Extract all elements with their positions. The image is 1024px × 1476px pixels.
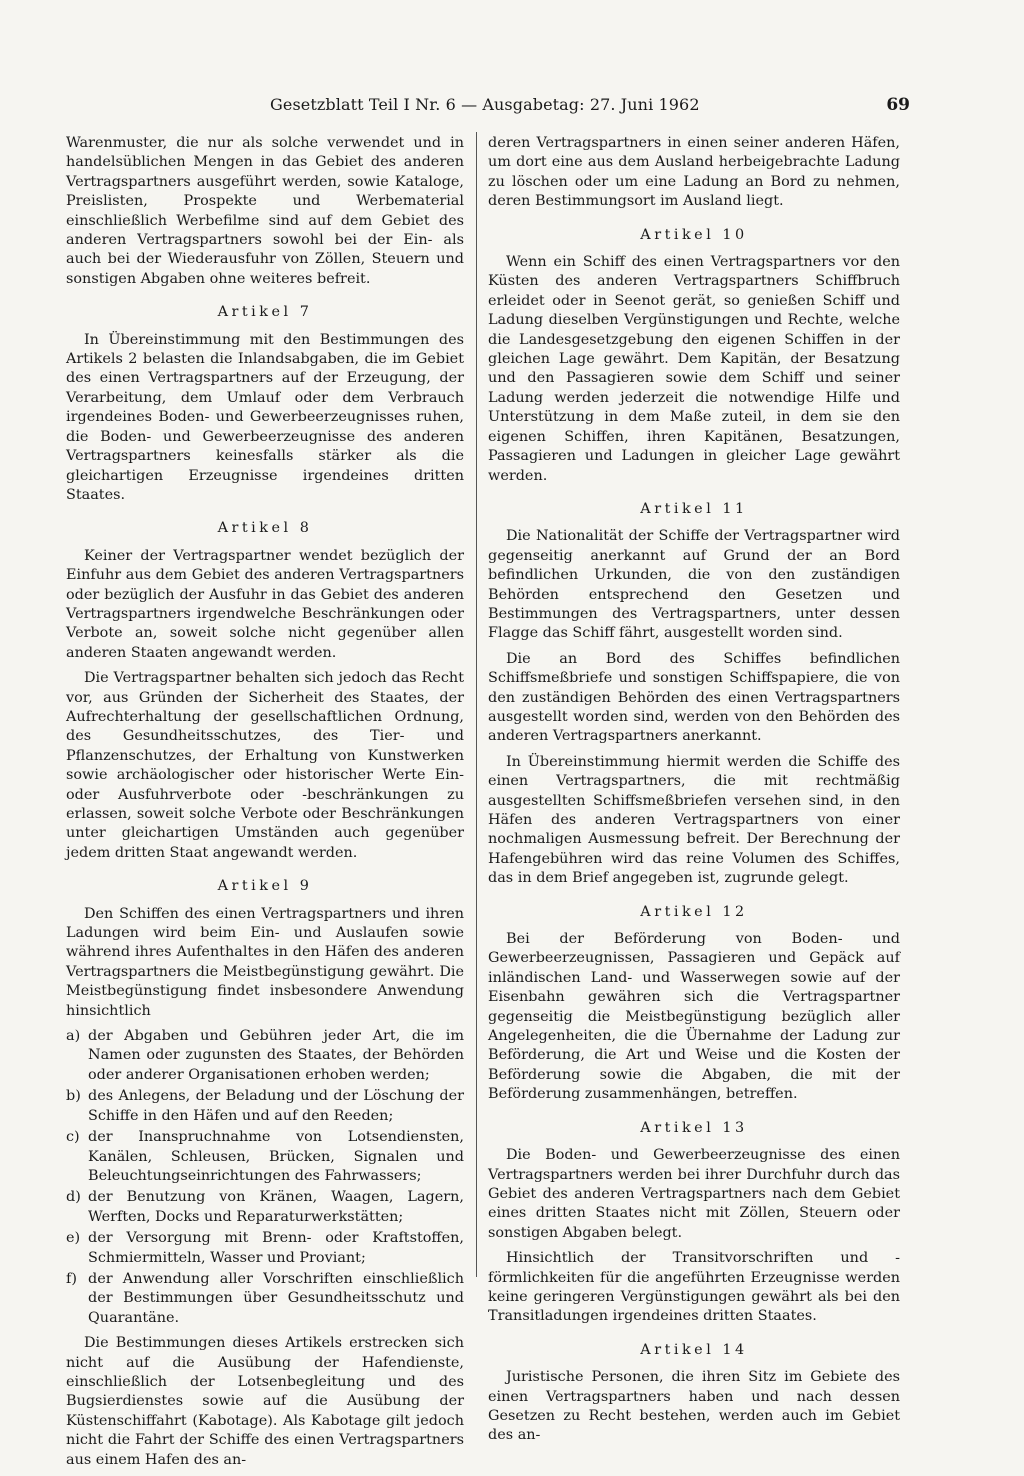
right-column — [488, 134, 900, 1452]
list-label: e) — [66, 1230, 81, 1247]
list-item — [66, 1188, 464, 1227]
paragraph: Die Nationalität der Schiffe der Vertragspartner wird gegenseitig anerkannt auf Grund der an Bord befindlichen Urkunden, die von den zuständigen Behörden entsprechend den Gesetzen und Bestimmungen des Vertragspartners, unter dessen Flagge das Schiff fährt, ausgestellt worden sind. — [488, 528, 900, 642]
paragraph: In Übereinstimmung hiermit werden die Schiffe des einen Vertragspartners, die mit rechtmäßig ausgestellten Schiffsmeßbriefen versehen sind, in den Häfen des anderen Vertragspartners von einer nochmaligen Ausmessung befreit. Der Berechnung der Hafengebühren wird das reine Volumen des Schiffes, das in dem Brief angegeben ist, zugrunde gelegt. — [488, 753, 900, 887]
list-text: der Inanspruchnahme von Lotsendiensten, Kanälen, Schleusen, Brücken, Signalen und Beleuchtungseinrichtungen des Fahrwassers; — [88, 1129, 464, 1184]
paragraph: Wenn ein Schiff des einen Vertragspartners vor den Küsten des anderen Vertragspartners Schiffbruch erleidet oder in Seenot gerät, so genießen Schiff und Ladung dieselben Vergünstigungen und Rechte, welche die Landesgesetzgebung den eigenen Schiffen in der gleichen Lage gewährt. Dem Kapitän, der Besatzung und den Passagieren sowie dem Schiff und seiner Ladung werden jederzeit die notwendige Hilfe und Unterstützung in dem Maße zuteil, in dem sie den eigenen Schiffen, ihren Kapitänen, Besatzungen, Passagieren und Ladungen in gleicher Lage gewährt werden. — [488, 254, 900, 484]
article-13-heading: Artikel 13 — [640, 1119, 748, 1136]
article-10-heading: Artikel 10 — [640, 226, 748, 243]
paragraph: Warenmuster, die nur als solche verwendet und in handelsüblichen Mengen in das Gebiet des anderen Vertragspartners ausgeführt werden, sowie Kataloge, Preislisten, Prospekte und Werbematerial einschließlich Werbefilme sind auf dem Gebiet des anderen Vertragspartners sowohl bei der Ein- als auch bei der Wiederausfuhr von Zöllen, Steuern und sonstigen Abgaben ohne weiteres befreit. — [66, 135, 464, 287]
list-text: der Abgaben und Gebühren jeder Art, die im Namen oder zugunsten des Staates, der Behörden oder anderer Organisationen erhoben werden; — [88, 1028, 464, 1083]
column-divider — [476, 132, 477, 1277]
list-label: a) — [66, 1028, 81, 1045]
list-label: f) — [66, 1270, 77, 1287]
paragraph: Hinsichtlich der Transitvorschriften und -förmlichkeiten für die angeführten Erzeugnisse werden keine geringeren Vergünstigungen gewährt als bei den Transitladungen irgendeines dritten Staates. — [488, 1250, 900, 1325]
article-8-heading: Artikel 8 — [217, 520, 313, 537]
list-item — [66, 1270, 464, 1328]
list-text: der Versorgung mit Brenn- oder Kraftstoffen, Schmiermitteln, Wasser und Proviant; — [88, 1230, 464, 1266]
list-item — [66, 1087, 464, 1126]
paragraph: Den Schiffen des einen Vertragspartners und ihren Ladungen wird beim Ein- und Auslaufen sowie während ihres Aufenthaltes in den Häfen des anderen Vertragspartners die Meistbegünstigung gewährt. Die Meistbegünstigung findet insbesondere Anwendung hinsichtlich — [66, 905, 464, 1019]
paragraph: Die Vertragspartner behalten sich jedoch das Recht vor, aus Gründen der Sicherheit des Staates, der Aufrechterhaltung der gesellschaftlichen Ordnung, des Gesundheitsschutzes, des Tier- und Pflanzenschutzes, der Erhaltung von Kunstwerken sowie archäologischer oder historischer Werte Ein- oder Ausfuhrverbote oder -beschränkungen zu erlassen, soweit solche Verbote oder Beschränkungen unter gleichartigen Umständen auch gegenüber jedem dritten Staat angewandt werden. — [66, 670, 464, 861]
header-title: Gesetzblatt Teil I Nr. 6 — Ausgabetag: 27. Juni 1962 — [270, 95, 700, 114]
page-header — [270, 93, 910, 117]
list-label: b) — [66, 1088, 81, 1105]
article-14-heading: Artikel 14 — [640, 1341, 748, 1358]
paragraph: Bei der Beförderung von Boden- und Gewerbeerzeugnissen, Passagieren und Gepäck auf inländischen Land- und Wasserwegen sowie auf der Eisenbahn gewähren sich die Vertragspartner gegenseitig die Meistbegünstigung bezüglich aller Angelegenheiten, die die Übernahme der Ladung zur Beförderung, die Art und Weise und die Kosten der Beförderung sowie die Abgaben, die mit der Beförderung zusammenhängen, betreffen. — [488, 931, 900, 1103]
paragraph: Keiner der Vertragspartner wendet bezüglich der Einfuhr aus dem Gebiet des anderen Vertragspartners oder bezüglich der Ausfuhr in das Gebiet des anderen Vertragspartners irgendwelche Beschränkungen oder Verbote an, soweit solche nicht gegenüber allen anderen Staaten angewandt werden. — [66, 547, 464, 661]
article-12-heading: Artikel 12 — [640, 903, 748, 920]
article-9-list — [66, 1027, 464, 1328]
article-11-heading: Artikel 11 — [640, 500, 748, 517]
list-item — [66, 1027, 464, 1085]
paragraph: In Übereinstimmung mit den Bestimmungen des Artikels 2 belasten die Inlandsabgaben, die im Gebiet des einen Vertragspartners auf der Erzeugung, der Verarbeitung, dem Umlauf oder dem Verbrauch irgendeines Boden- und Gewerbeerzeugnisses ruhen, die Boden- und Gewerbeerzeugnisse des anderen Vertragspartners keinesfalls stärker als die gleichartigen Erzeugnisse irgendeines dritten Staates. — [66, 331, 464, 503]
left-column — [66, 134, 464, 1476]
paragraph: deren Vertragspartners in einen seiner anderen Häfen, um dort eine aus dem Ausland herbeigebrachte Ladung zu löschen oder um eine Ladung an Bord zu nehmen, deren Bestimmungsort im Ausland liegt. — [488, 135, 900, 210]
list-item — [66, 1229, 464, 1268]
list-item — [66, 1128, 464, 1186]
paragraph: Die Bestimmungen dieses Artikels erstrecken sich nicht auf die Ausübung der Hafendienste, einschließlich der Lotsenbegleitung und des Bugsierdienstes sowie auf die Ausübung der Küstenschiffahrt (Kabotage). Als Kabotage gilt jedoch nicht die Fahrt der Schiffe des einen Vertragspartners aus einem Hafen des an- — [66, 1335, 464, 1468]
page-number: 69 — [886, 95, 910, 115]
list-label: c) — [66, 1129, 80, 1146]
list-label: d) — [66, 1189, 81, 1206]
list-text: der Anwendung aller Vorschriften einschließlich der Bestimmungen über Gesundheitsschutz und Quarantäne. — [88, 1270, 464, 1326]
article-7-heading: Artikel 7 — [217, 304, 313, 321]
paragraph: Die an Bord des Schiffes befindlichen Schiffsmeßbriefe und sonstigen Schiffspapiere, die von den zuständigen Behörden des einen Vertragspartners ausgestellt worden sind, werden von den Behörden des anderen Vertragspartners anerkannt. — [488, 650, 900, 745]
list-text: des Anlegens, der Beladung und der Löschung der Schiffe in den Häfen und auf den Reeden; — [88, 1088, 464, 1124]
article-9-heading: Artikel 9 — [217, 878, 313, 895]
paragraph: Die Boden- und Gewerbeerzeugnisse des einen Vertragspartners werden bei ihrer Durchfuhr durch das Gebiet des anderen Vertragspartners nach dem Gebiet eines dritten Staates nicht mit Zöllen, Steuern oder sonstigen Abgaben belegt. — [488, 1147, 900, 1241]
list-text: der Benutzung von Kränen, Waagen, Lagern, Werften, Docks und Reparaturwerkstätten; — [88, 1189, 464, 1225]
paragraph: Juristische Personen, die ihren Sitz im Gebiete des einen Vertragspartners haben und nach dessen Gesetzen zu Recht bestehen, werden auch im Gebiet des an- — [488, 1369, 900, 1444]
